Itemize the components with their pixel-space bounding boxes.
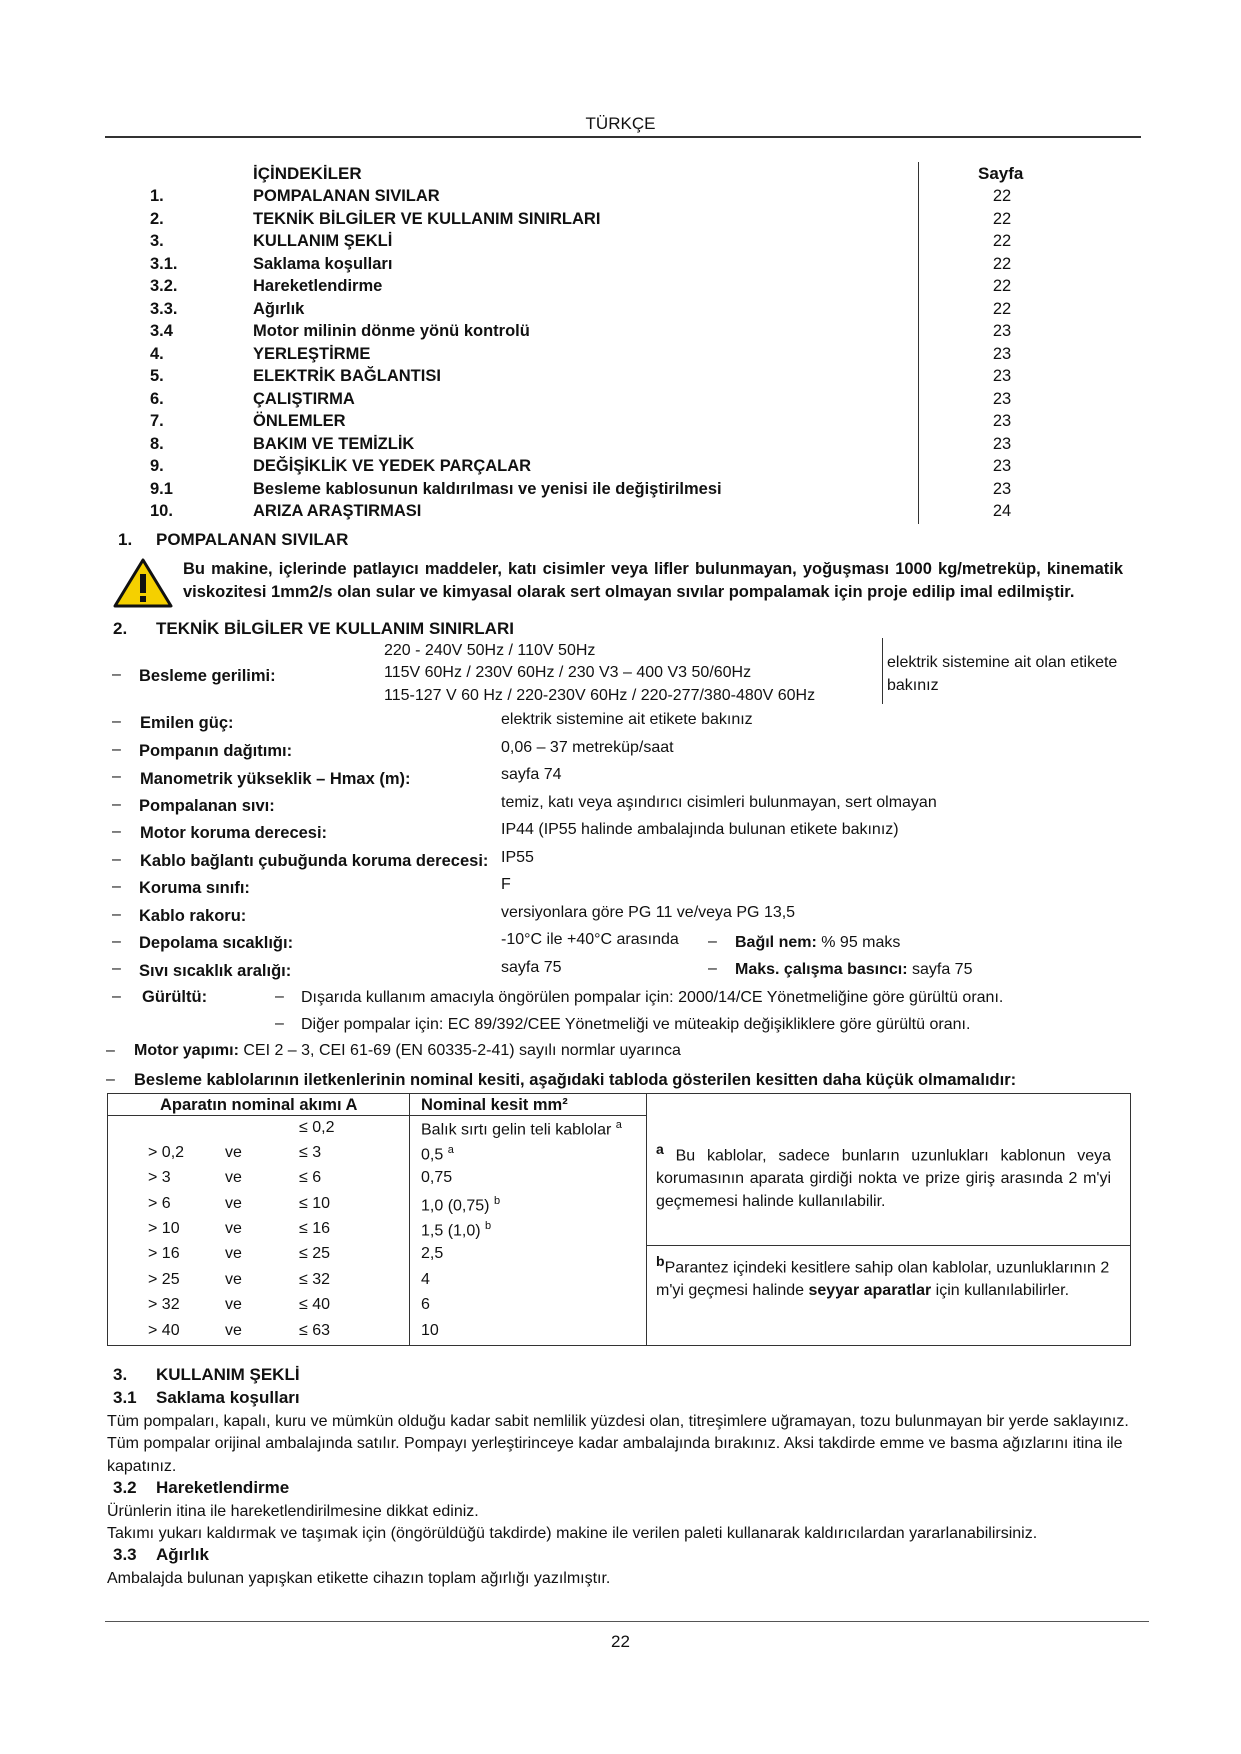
- max-pressure-value: sayfa 75: [911, 961, 973, 978]
- toc-item[interactable]: 10. ARIZA ARAŞTIRMASI 24: [150, 502, 1012, 520]
- section3-title: KULLANIM ŞEKLİ: [156, 1365, 300, 1384]
- motor-construction-value: CEI 2 – 3, CEI 61-69 (EN 60335-2-41) sayılı normlar uyarınca: [243, 1042, 681, 1059]
- table-row: 4: [421, 1271, 430, 1288]
- section32-paragraph-line: Ürünlerin itina ile hareketlendirilmesine dikkat ediniz.: [107, 1503, 479, 1520]
- table-row: 1,0 (0,75) $^b$: [421, 1195, 501, 1215]
- toc-item[interactable]: 6. ÇALIŞTIRMA 23: [150, 390, 1012, 408]
- section1-warning-line1: Bu makine, içlerinde patlayıcı maddeler, katı cisimler veya lifler bulunmayan, yoğuşması 1000 kg/metreküp, kinematik: [183, 560, 1123, 578]
- header-divider: [105, 136, 1141, 138]
- supply-voltage-line: 220 - 240V 50Hz / 110V 50Hz: [384, 642, 596, 659]
- cable-section-table: [107, 1093, 1131, 1346]
- storage-temp-value: -10°C ile +40°C arasında: [501, 931, 679, 948]
- supply-voltage-line: 115-127 V 60 Hz / 220-230V 60Hz / 220-277/380-480V 60Hz: [384, 687, 816, 704]
- table-row: > 6 ve ≤ 10: [148, 1195, 331, 1212]
- table-row: > 0,2 ve ≤ 3: [148, 1144, 322, 1161]
- dash-bullet: –: [106, 1042, 115, 1059]
- table-header-section: Nominal kesit mm²: [410, 1094, 647, 1116]
- dash-bullet: –: [112, 796, 121, 813]
- section32-number: 3.2: [113, 1478, 137, 1497]
- table-header-current: Aparatın nominal akımı A: [108, 1094, 410, 1116]
- note-b: bParantez içindeki kesitlere sahip olan kablolar, uzunluklarının 2 m'yi geçmesi halinde seyyar aparatlar için kullanılabilirler.: [656, 1252, 1110, 1299]
- max-pressure-field: [735, 961, 972, 979]
- table-row: > 3 ve ≤ 6: [148, 1169, 322, 1186]
- table-row: 1,5 (1,0) $^b$: [421, 1220, 492, 1240]
- table-row: > 25 ve ≤ 32: [148, 1271, 331, 1288]
- section33-paragraph-line: Ambalajda bulunan yapışkan etikette cihazın toplam ağırlığı yazılmıştır.: [107, 1570, 611, 1587]
- dash-bullet: –: [112, 768, 121, 785]
- absorbed-power-value: elektrik sistemine ait etikete bakınız: [501, 711, 753, 728]
- table-row: 0,75: [421, 1169, 453, 1186]
- current-ranges-cell: [108, 1116, 410, 1346]
- table-row: Balık sırtı gelin teli kablolar $^a$: [421, 1119, 622, 1139]
- section-values-cell: [410, 1116, 647, 1346]
- dash-bullet: –: [708, 960, 717, 977]
- supply-voltage-line: 115V 60Hz / 230V 60Hz / 230 V3 – 400 V3 50/60Hz: [384, 664, 752, 681]
- table-header-blank: [647, 1094, 1131, 1116]
- table-row: 6: [421, 1296, 430, 1313]
- dash-bullet: –: [112, 988, 121, 1005]
- dash-bullet: –: [106, 1071, 115, 1088]
- section2-number: 2.: [113, 619, 128, 638]
- toc-item[interactable]: 2. TEKNİK BİLGİLER VE KULLANIM SINIRLARI 22: [150, 210, 1012, 228]
- supply-voltage-label: Besleme gerilimi:: [139, 667, 276, 685]
- dash-bullet: –: [112, 851, 121, 868]
- cable-section-intro: Besleme kablolarının iletkenlerinin nominal kesiti, aşağıdaki tabloda gösterilen kesitten daha küçük olmamalıdır:: [134, 1071, 1017, 1089]
- storage-temp-label: Depolama sıcaklığı:: [139, 934, 294, 952]
- toc-item[interactable]: 3.2. Hareketlendirme 22: [150, 277, 1012, 295]
- toc-item[interactable]: 3.1. Saklama koşulları 22: [150, 255, 1012, 273]
- dash-bullet: –: [275, 1015, 284, 1032]
- supply-note-divider: [882, 638, 883, 704]
- section33-title: Ağırlık: [156, 1545, 209, 1564]
- toc-item[interactable]: 5. ELEKTRİK BAĞLANTISI 23: [150, 367, 1012, 385]
- supply-voltage-note: elektrik sistemine ait olan etikete bakınız: [887, 654, 1118, 694]
- section1-number: 1.: [118, 530, 133, 549]
- table-row: ≤ 0,2: [299, 1119, 335, 1136]
- protection-class-value: F: [501, 876, 511, 893]
- section31-title: Saklama koşulları: [156, 1388, 300, 1407]
- toc-item[interactable]: 9.1 Besleme kablosunun kaldırılması ve yenisi ile değiştirilmesi 23: [150, 480, 1012, 498]
- terminal-protection-label: Kablo bağlantı çubuğunda koruma derecesi:: [140, 852, 489, 870]
- liquid-temp-value: sayfa 75: [501, 959, 562, 976]
- section32-title: Hareketlendirme: [156, 1478, 290, 1497]
- note-a: a Bu kablolar, sadece bunların uzunlukları kablonun veya korumasının aparata girdiği nokta ve prize giriş arasında 2 m'yi geçmemesi halinde kullanılabilir.: [656, 1140, 1111, 1210]
- head-label: Manometrik yükseklik – Hmax (m):: [140, 770, 411, 788]
- motor-protection-label: Motor koruma derecesi:: [140, 824, 328, 842]
- section31-number: 3.1: [113, 1388, 137, 1407]
- humidity-value: % 95 maks: [821, 934, 901, 951]
- dash-bullet: –: [112, 960, 121, 977]
- humidity-field: [735, 934, 900, 952]
- toc-item[interactable]: 4. YERLEŞTİRME 23: [150, 345, 1012, 363]
- toc-item[interactable]: 8. BAKIM VE TEMİZLİK 23: [150, 435, 1012, 453]
- noise-line: Diğer pompalar için: EC 89/392/CEE Yönetmeliği ve müteakip değişikliklere göre gürültü oranı.: [301, 1016, 971, 1033]
- head-value: sayfa 74: [501, 766, 562, 783]
- toc-item[interactable]: 9. DEĞİŞİKLİK VE YEDEK PARÇALAR 23: [150, 457, 1012, 475]
- section32-paragraph-line: Takımı yukarı kaldırmak ve taşımak için (öngörüldüğü takdirde) makine ile verilen paleti kullanarak kaldırıcılardan yararlanabilirsiniz.: [107, 1525, 1038, 1542]
- protection-class-label: Koruma sınıfı:: [139, 879, 250, 897]
- section31-paragraph-line: Tüm pompalar orijinal ambalajında satılır. Pompayı yerleştirinceye kadar ambalajında bırakınız. Aksi takdirde emme ve basma ağızlarını itina ile: [107, 1435, 1123, 1452]
- page-number: 22: [611, 1632, 630, 1651]
- humidity-label: Bağıl nem:: [735, 934, 817, 951]
- toc-item[interactable]: 3.3. Ağırlık 22: [150, 300, 1012, 318]
- motor-construction: [134, 1042, 681, 1060]
- dash-bullet: –: [112, 741, 121, 758]
- dash-bullet: –: [112, 906, 121, 923]
- pump-delivery-label: Pompanın dağıtımı:: [139, 742, 293, 760]
- noise-label: Gürültü:: [142, 988, 208, 1006]
- section1-title: POMPALANAN SIVILAR: [156, 530, 349, 549]
- max-pressure-label: Maks. çalışma basıncı:: [735, 961, 908, 978]
- absorbed-power-label: Emilen güç:: [140, 714, 234, 732]
- toc-page-header: Sayfa: [978, 164, 1024, 183]
- terminal-protection-value: IP55: [501, 849, 534, 866]
- dash-bullet: –: [112, 713, 121, 730]
- footer-divider: [105, 1621, 1149, 1622]
- dash-bullet: –: [708, 933, 717, 950]
- toc-item[interactable]: 7. ÖNLEMLER 23: [150, 412, 1012, 430]
- pump-delivery-value: 0,06 – 37 metreküp/saat: [501, 739, 674, 756]
- dash-bullet: –: [275, 988, 284, 1005]
- table-row: > 40 ve ≤ 63: [148, 1322, 331, 1339]
- dash-bullet: –: [112, 933, 121, 950]
- section33-number: 3.3: [113, 1545, 137, 1564]
- pumped-liquid-label: Pompalanan sıvı:: [139, 797, 275, 815]
- toc-title: İÇİNDEKİLER: [253, 164, 362, 183]
- table-row: 0,5 $^a$: [421, 1144, 454, 1164]
- toc-item[interactable]: 1. POMPALANAN SIVILAR 22: [150, 187, 1012, 205]
- warning-triangle-icon: [112, 557, 174, 609]
- toc-item[interactable]: 3. KULLANIM ŞEKLİ 22: [150, 232, 1012, 250]
- notes-divider: [647, 1245, 1130, 1246]
- section31-paragraph-line: kapatınız.: [107, 1458, 177, 1475]
- toc-item[interactable]: 3.4 Motor milinin dönme yönü kontrolü 23: [150, 322, 1012, 340]
- noise-line: Dışarıda kullanım amacıyla öngörülen pompalar için: 2000/14/CE Yönetmeliğine göre gürültü oranı.: [301, 989, 1004, 1006]
- section1-warning-line2: viskozitesi 1mm2/s olan sular ve kimyasal olarak sert olmayan sıvılar pompalamak için proje edilip imal edilmiştir.: [183, 583, 1075, 601]
- table-row: 10: [421, 1322, 439, 1339]
- table-row: > 16 ve ≤ 25: [148, 1245, 331, 1262]
- section3-number: 3.: [113, 1365, 128, 1384]
- notes-cell: [647, 1116, 1131, 1346]
- pumped-liquid-value: temiz, katı veya aşındırıcı cisimleri bulunmayan, sert olmayan: [501, 794, 937, 811]
- dash-bullet: –: [112, 878, 121, 895]
- motor-construction-label: Motor yapımı:: [134, 1042, 239, 1059]
- section31-paragraph-line: Tüm pompaları, kapalı, kuru ve mümkün olduğu kadar sabit nemlilik yüzdesi olan, titreşimlere uğramayan, tozu bulunmayan bir yerde saklayınız.: [107, 1413, 1129, 1430]
- liquid-temp-label: Sıvı sıcaklık aralığı:: [139, 962, 292, 980]
- table-row: 2,5: [421, 1245, 444, 1262]
- table-row: > 32 ve ≤ 40: [148, 1296, 331, 1313]
- dash-bullet: –: [112, 666, 121, 683]
- section2-title: TEKNİK BİLGİLER VE KULLANIM SINIRLARI: [156, 619, 514, 638]
- motor-protection-value: IP44 (IP55 halinde ambalajında bulunan etikete bakınız): [501, 821, 899, 838]
- cable-gland-label: Kablo rakoru:: [139, 907, 247, 925]
- cable-gland-value: versiyonlara göre PG 11 ve/veya PG 13,5: [501, 904, 796, 921]
- table-row: > 10 ve ≤ 16: [148, 1220, 331, 1237]
- page-header-language: TÜRKÇE: [585, 114, 656, 133]
- dash-bullet: –: [112, 823, 121, 840]
